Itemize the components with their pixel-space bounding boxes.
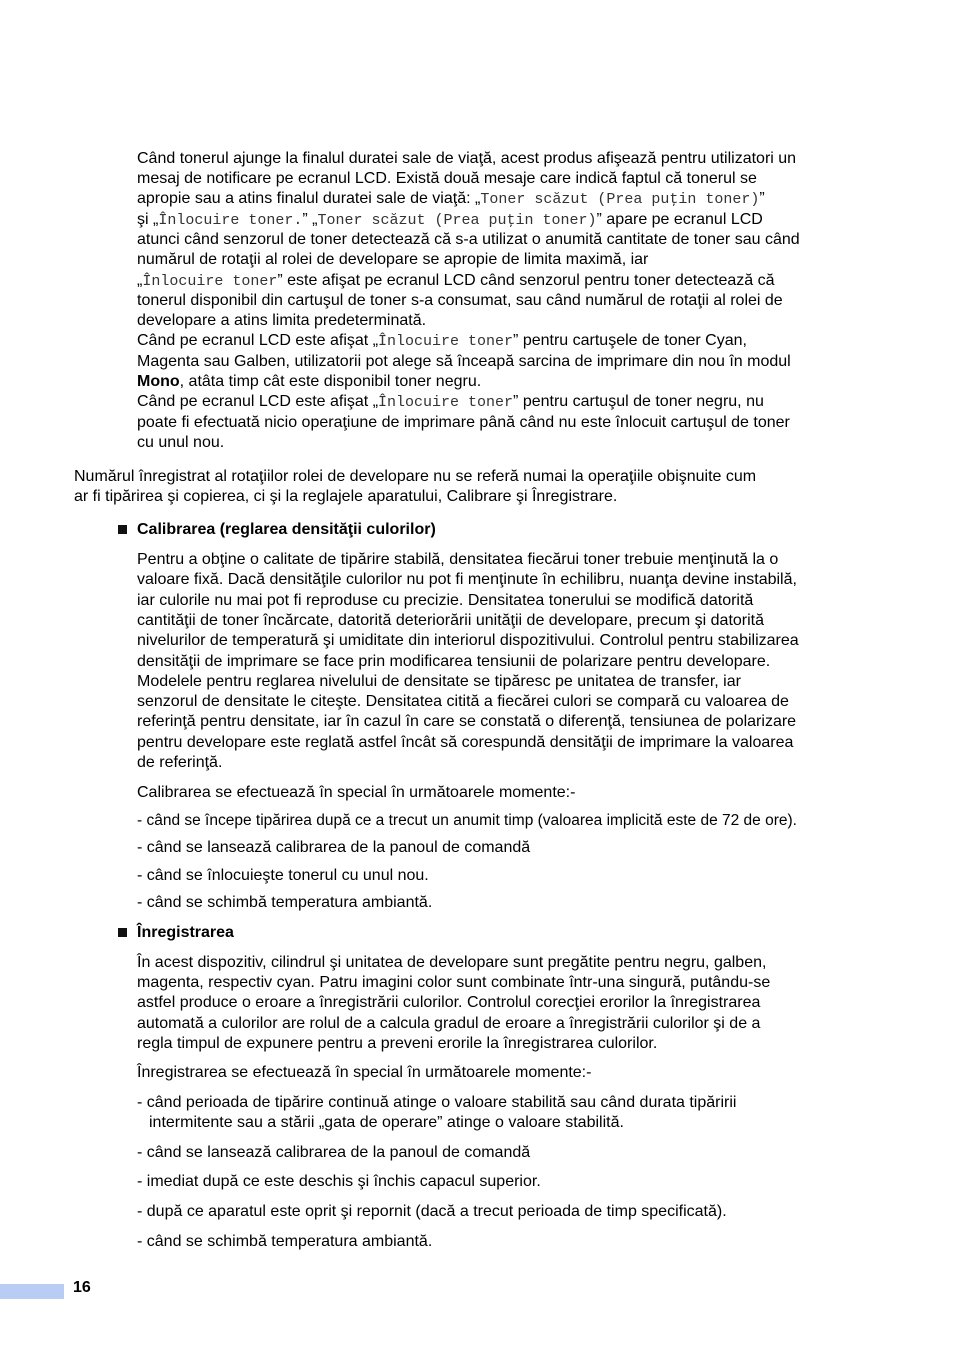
text-line: Pentru a obţine o calitate de tipărire stabilă, densitatea fiecărui toner trebuie menţinută la o: [137, 551, 779, 568]
text-line: tonerul disponibil din cartuşul de toner s-a consumat, sau când numărul de rotaţii al rolei de: [137, 292, 783, 309]
list-item: - când perioada de tipărire continuă atinge o valoare stabilită sau când durata tipăririi: [137, 1094, 737, 1111]
text-line: atunci când senzorul de toner detectează că s-a utilizat o anumită cantitate de toner sau când: [137, 231, 800, 248]
text-line: poate fi efectuată nicio operaţiune de imprimare până când nu este înlocuit cartuşul de toner: [137, 414, 790, 431]
text-line: Când pe ecranul LCD este afişat „Înlocuire toner” pentru cartuşele de toner Cyan,: [137, 332, 747, 350]
text-line: Magenta sau Galben, utilizatorii pot alege să înceapă sarcina de imprimare din nou în modul: [137, 353, 791, 370]
list-item: - când se schimbă temperatura ambiantă.: [137, 1233, 433, 1250]
list-item-continuation: intermitente sau a stării „gata de operare” atinge o valoare stabilită.: [149, 1114, 624, 1131]
list-item: - când se lansează calibrarea de la panoul de comandă: [137, 1144, 531, 1161]
text-line: şi „Înlocuire toner.” „Toner scăzut (Prea puţin toner)” apare pe ecranul LCD: [137, 211, 763, 229]
text-line: pentru developare este reglată astfel încât să corespundă densităţii de imprimare la valoarea: [137, 734, 794, 751]
moments-intro: Calibrarea se efectuează în special în următoarele momente:-: [137, 784, 576, 801]
text-line: numărul de rotaţii al rolei de developare se apropie de limita maximă, iar: [137, 251, 649, 268]
section-heading: Calibrarea (reglarea densităţii culorilor): [137, 521, 436, 538]
text-line: apropie sau a atins finalul duratei sale de viaţă: „Toner scăzut (Prea puţin toner)”: [137, 190, 765, 208]
text-line: cantităţii de toner încărcate, datorită deteriorării unităţii de developare, precum şi datorită: [137, 612, 765, 629]
list-item: - când se lansează calibrarea de la panoul de comandă: [137, 839, 531, 856]
moments-intro: Înregistrarea se efectuează în special în următoarele momente:-: [137, 1064, 592, 1081]
page-edge-tab: [0, 1284, 64, 1299]
text-line: valoare fixă. Dacă densităţile culorilor nu pot fi menţinute în echilibru, nuanţa devine instabilă,: [137, 571, 797, 588]
text-line: senzorul de densitate le citeşte. Densitatea citită a fiecărei culori se compară cu valoarea de: [137, 693, 789, 710]
text-line: iar culorile nu mai pot fi reproduse cu precizie. Densitatea tonerului se modifică datorită: [137, 592, 754, 609]
list-item: - când se schimbă temperatura ambiantă.: [137, 894, 433, 911]
text-line: nivelurilor de temperatură şi umiditate din interiorul dispozitivului. Controlul pentru stabilizarea: [137, 632, 799, 649]
text-line: cu unul nou.: [137, 434, 225, 451]
list-item: - imediat după ce este deschis şi închis capacul superior.: [137, 1173, 541, 1190]
list-item: - după ce aparatul este oprit şi repornit (dacă a trecut perioada de timp specificată).: [137, 1203, 727, 1220]
text-line: referinţă pentru densitate, iar în cazul în care se constată o diferenţă, tensiunea de polarizare: [137, 713, 797, 730]
list-item: - când se înlocuieşte tonerul cu unul nou.: [137, 867, 429, 884]
text-line: ar fi tipărirea şi copierea, ci şi la reglajele aparatului, Calibrare şi Înregistrare.: [74, 488, 618, 505]
text-line: magenta, respectiv cyan. Patru imagini color sunt combinate într-una singură, putându-se: [137, 974, 771, 991]
text-line: Numărul înregistrat al rotaţiilor rolei de developare nu se referă numai la operaţiile obişnuite cum: [74, 468, 757, 485]
section-heading: Înregistrarea: [137, 924, 234, 941]
text-line: developare a atins limita predeterminată.: [137, 312, 427, 329]
text-line: În acest dispozitiv, cilindrul şi unitatea de developare sunt pregătite pentru negru, galben,: [137, 954, 767, 971]
text-line: regla timpul de expunere pentru a preveni erorile la înregistrarea culorilor.: [137, 1035, 658, 1052]
square-bullet-icon: [118, 525, 127, 534]
text-line: Când pe ecranul LCD este afişat „Înlocuire toner” pentru cartuşul de toner negru, nu: [137, 393, 764, 411]
text-line: „Înlocuire toner” este afişat pe ecranul LCD când senzorul pentru toner detectează că: [137, 272, 775, 290]
page-number: 16: [73, 1279, 91, 1296]
text-line: de referinţă.: [137, 754, 223, 771]
text-line: astfel produce o eroare a înregistrării culorilor. Controlul corecţiei erorilor la înregistrarea: [137, 994, 761, 1011]
text-line: automată a culorilor are rolul de a calcula gradul de eroare a înregistrării culorilor şi de a: [137, 1015, 761, 1032]
text-line: Mono, atâta timp cât este disponibil toner negru.: [137, 373, 482, 390]
text-line: Modelele pentru reglarea nivelului de densitate se tipăresc pe unitatea de transfer, iar: [137, 673, 741, 690]
text-line: mesaj de notificare pe ecranul LCD. Există două mesaje care indică faptul că tonerul se: [137, 170, 757, 187]
text-line: densităţii de imprimare se face prin modificarea tensiunii de polarizare pentru developare.: [137, 653, 771, 670]
list-item: - când se începe tipărirea după ce a trecut un anumit timp (valoarea implicită este de 72 de ore).: [137, 812, 797, 829]
text-line: Când tonerul ajunge la finalul duratei sale de viaţă, acest produs afişează pentru utilizatori un: [137, 150, 797, 167]
square-bullet-icon: [118, 928, 127, 937]
